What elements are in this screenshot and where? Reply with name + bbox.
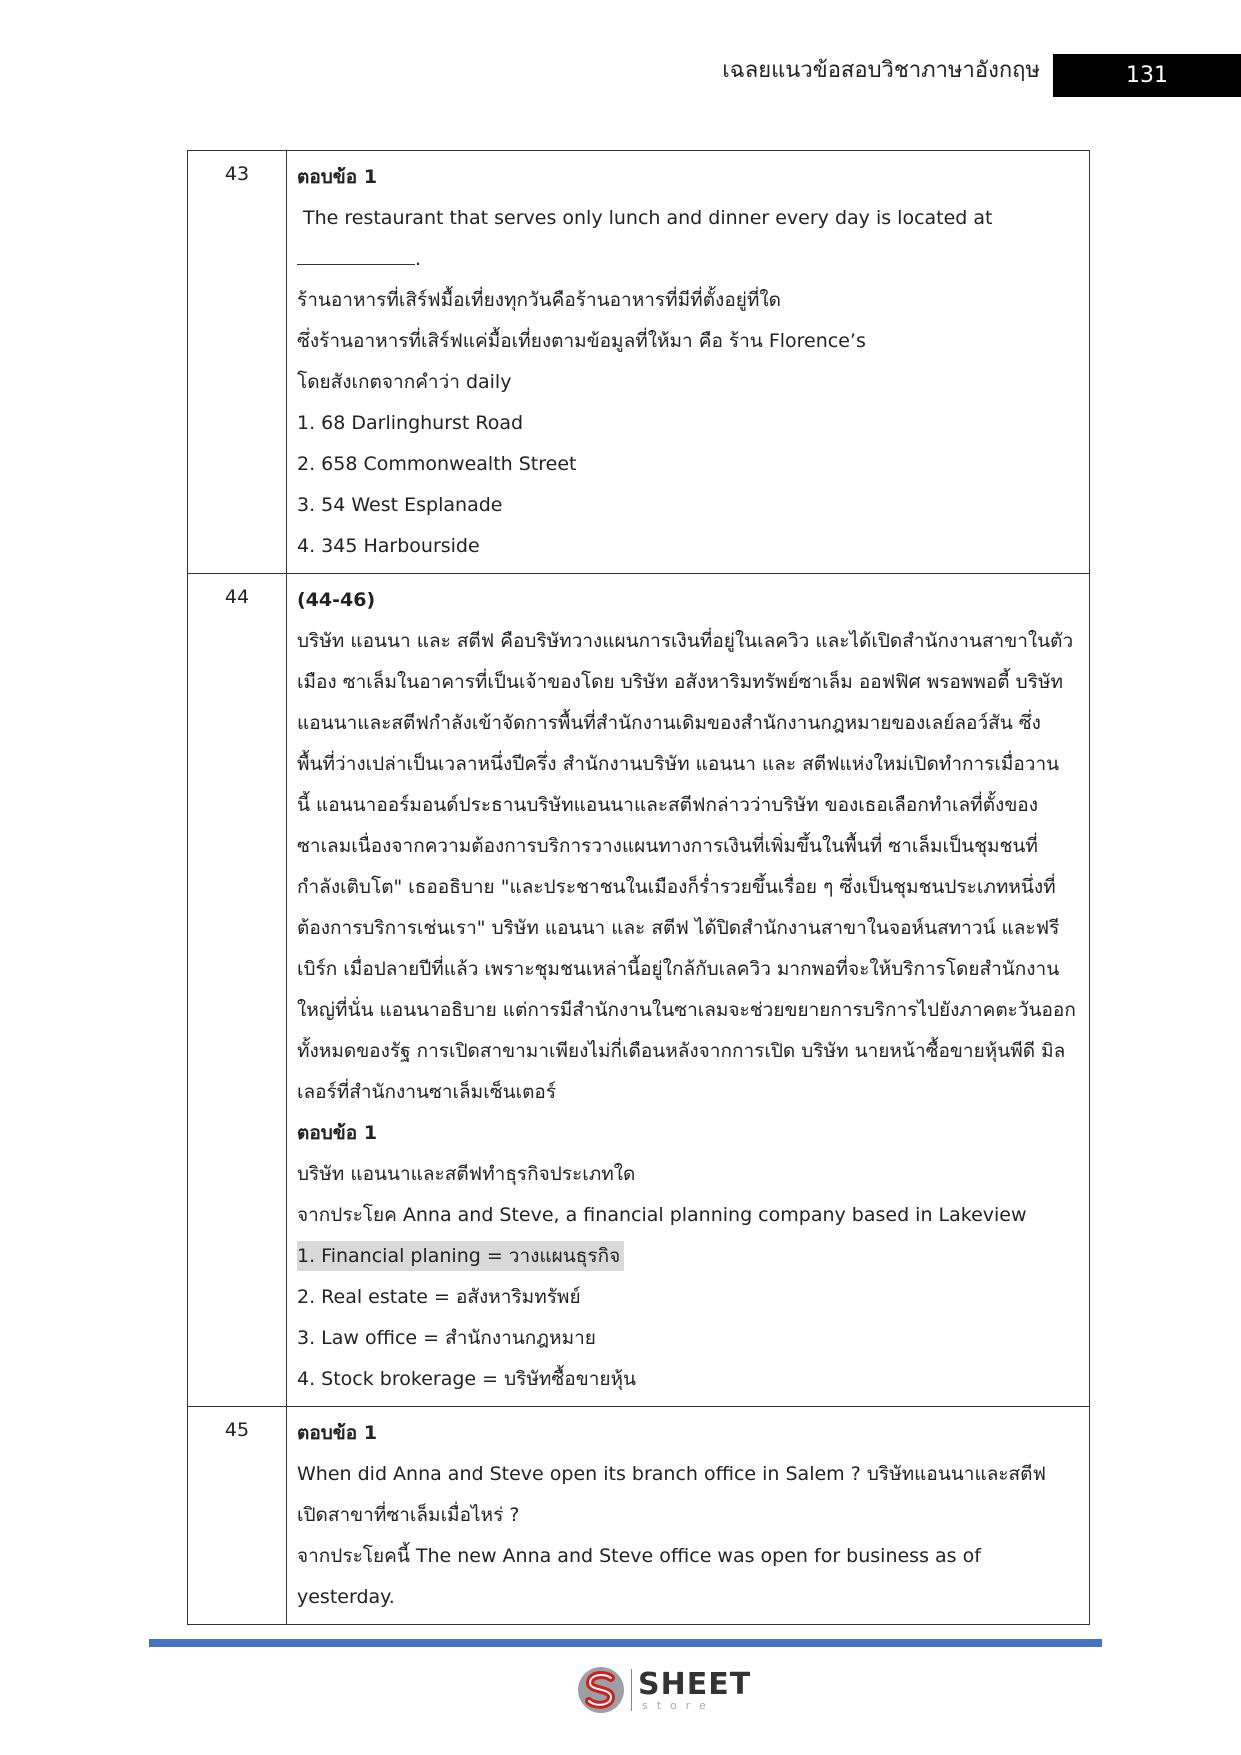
- table-row: [188, 151, 1090, 574]
- logo-wordmark: [638, 1666, 752, 1712]
- sheet-store-logo: [575, 1662, 765, 1718]
- question-number-cell: [188, 1407, 287, 1625]
- answer-blank: [297, 239, 1079, 280]
- option-item: 2. Real estate = อสังหาริมทรัพย์: [297, 1286, 581, 1308]
- option-item: 3. Law office = สำนักงานกฎหมาย: [297, 1327, 596, 1349]
- passage-line: ทั้งหมดของรัฐ การเปิดสาขามาเพียงไม่กี่เดือนหลังจากการเปิด บริษัท นายหน้าซื้อขายหุ้นพีดี มิล: [297, 1040, 1066, 1062]
- passage-line: นี้ แอนนาออร์มอนด์ประธานบริษัทแอนนาและสตีฟกล่าวว่าบริษัท ของเธอเลือกทำเลที่ตั้งของ: [297, 794, 1038, 816]
- question-text: The restaurant that serves only lunch and dinner every day is located at: [303, 207, 993, 229]
- answer-content-cell: [287, 151, 1090, 574]
- passage-line: บริษัท แอนนา และ สตีฟ คือบริษัทวางแผนการเงินที่อยู่ในเลควิว และได้เปิดสำนักงานสาขาในตัว: [297, 630, 1074, 652]
- question-number-cell: [188, 574, 287, 1407]
- passage-line: เลอร์ที่สำนักงานซาเล็มเซ็นเตอร์: [297, 1081, 557, 1103]
- footer-rule: [149, 1639, 1102, 1647]
- answer-label: ตอบข้อ 1: [297, 166, 378, 188]
- question-number: 45: [224, 1419, 250, 1441]
- explanation-line: โดยสังเกตจากคำว่า daily: [297, 371, 512, 393]
- passage-line: กำลังเติบโต" เธออธิบาย "และประชาชนในเมืองก็ร่ำรวยขึ้นเรื่อย ๆ ซึ่งเป็นชุมชนประเภทหนึ่งที่: [297, 876, 1056, 898]
- answer-label: ตอบข้อ 1: [297, 1122, 378, 1144]
- question-group-label: (44-46): [297, 589, 376, 611]
- page-number: 131: [1053, 54, 1241, 97]
- passage-line: เมือง ซาเล็มในอาคารที่เป็นเจ้าของโดย บริษัท อสังหาริมทรัพย์ซาเล็ม ออฟฟิศ พรอพพอตี้ บริษัท: [297, 671, 1063, 693]
- correct-option-highlight: 1. Financial planing = วางแผนธุรกิจ: [297, 1241, 624, 1271]
- header-title: เฉลยแนวข้อสอบวิชาภาษาอังกฤษ: [722, 58, 1040, 83]
- option-item: 3. 54 West Esplanade: [297, 494, 503, 516]
- option-item-correct: [297, 1236, 1079, 1277]
- question-number-cell: [188, 151, 287, 574]
- passage-line: พื้นที่ว่างเปล่าเป็นเวลาหนึ่งปีครึ่ง สำนักงานบริษัท แอนนา และ สตีฟแห่งใหม่เปิดทำการเมื่อวาน: [297, 753, 1060, 775]
- explanation-line: When did Anna and Steve open its branch office in Salem ? บริษัทแอนนาและสตีฟ: [297, 1463, 1046, 1485]
- option-item: 4. 345 Harbourside: [297, 535, 480, 557]
- explanation-line: ซึ่งร้านอาหารที่เสิร์ฟแค่มื้อเที่ยงตามข้อมูลที่ให้มา คือ ร้าน Florence’s: [297, 330, 866, 352]
- table-row: [188, 574, 1090, 1407]
- explanation-line: จากประโยค Anna and Steve, a financial planning company based in Lakeview: [297, 1204, 1027, 1226]
- passage-line: ซาเลมเนื่องจากความต้องการบริการวางแผนทางการเงินที่เพิ่มขึ้นในพื้นที่ ซาเล็มเป็นชุมชนที่: [297, 835, 1038, 857]
- question-number: 44: [224, 586, 250, 608]
- blank-suffix: .: [415, 248, 422, 270]
- option-item: 1. 68 Darlinghurst Road: [297, 412, 524, 434]
- question-number: 43: [224, 163, 250, 185]
- passage-line: ใหญ่ที่นั่น แอนนาอธิบาย แต่การมีสำนักงานในซาเลมจะช่วยขยายการบริการไปยังภาคตะวันออก: [297, 999, 1076, 1021]
- passage-line: แอนนาและสตีฟกำลังเข้าจัดการพื้นที่สำนักงานเดิมของสำนักงานกฎหมายของเลย์ลอว์สัน ซึ่ง: [297, 712, 1041, 734]
- explanation-line: ร้านอาหารที่เสิร์ฟมื้อเที่ยงทุกวันคือร้านอาหารที่มีที่ตั้งอยู่ที่ใด: [297, 289, 781, 311]
- option-item: 2. 658 Commonwealth Street: [297, 453, 577, 475]
- logo-divider: [631, 1669, 632, 1711]
- answer-label: ตอบข้อ 1: [297, 1422, 378, 1444]
- answer-content-cell: [287, 1407, 1090, 1625]
- option-item: 4. Stock brokerage = บริษัทซื้อขายหุ้น: [297, 1368, 637, 1390]
- table-row: [188, 1407, 1090, 1625]
- sheet-s-logo-icon: [575, 1664, 627, 1716]
- answer-content-cell: [287, 574, 1090, 1407]
- explanation-line: yesterday.: [297, 1586, 395, 1608]
- logo-subtext: store: [642, 1698, 715, 1712]
- answer-table: [187, 150, 1090, 1625]
- passage-line: ต้องการบริการเช่นเรา" บริษัท แอนนา และ สตีฟ ได้ปิดสำนักงานสาขาในจอห์นสทาวน์ และฟรี: [297, 917, 1060, 939]
- explanation-line: บริษัท แอนนาและสตีฟทำธุรกิจประเภทใด: [297, 1163, 636, 1185]
- passage-line: เบิร์ก เมื่อปลายปีที่แล้ว เพราะชุมชนเหล่านี้อยู่ใกล้กับเลควิว มากพอที่จะให้บริการโดยสำนักงาน: [297, 958, 1060, 980]
- logo-word: SHEET: [638, 1666, 752, 1702]
- blank-line: [297, 240, 415, 265]
- explanation-line: จากประโยคนี้ The new Anna and Steve office was open for business as of: [297, 1545, 981, 1567]
- explanation-line: เปิดสาขาที่ซาเล็มเมื่อไหร่ ?: [297, 1504, 520, 1526]
